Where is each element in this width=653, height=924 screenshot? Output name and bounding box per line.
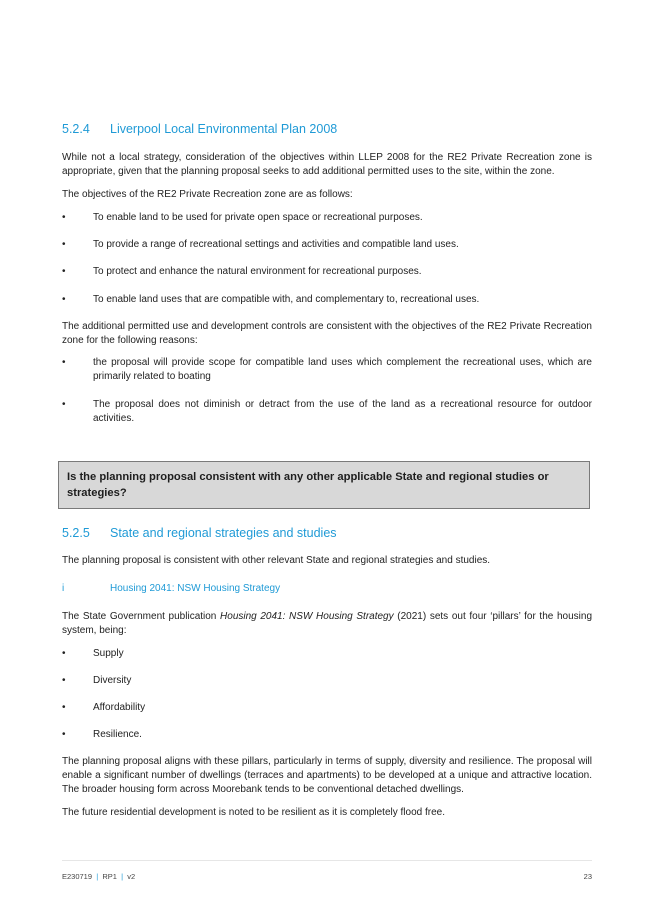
paragraph-intro-strategies: The planning proposal is consistent with other relevant State and regional strategies and studies. [62,555,491,566]
subheading-number: i [62,583,65,594]
list-item-text: The proposal does not diminish or detract from the use of the land as a recreational resource for outdoor activities. [93,399,592,425]
publication-title: Housing 2041: NSW Housing Strategy [220,611,394,622]
list-item-text: the proposal will provide scope for compatible land uses which complement the recreational uses, which are primarily related to boating [93,357,592,383]
list-item-pillar [62,647,592,661]
bullet: • [62,212,66,223]
paragraph-consistency: The additional permitted use and development controls are consistent with the objectives of the RE2 Private Recreation zone for the following reasons: [62,321,592,347]
section-heading-5-2-5 [62,526,337,540]
section-heading-5-2-4 [62,122,337,136]
subheading-title: Housing 2041: NSW Housing Strategy [110,583,281,594]
subheading-housing-2041 [62,583,280,594]
list-item-pillar [62,701,592,715]
section-number: 5.2.5 [62,526,90,540]
footer-separator: | [96,872,99,881]
pillars-text-post: (2021) sets out four ‘pillars’ for the housing system, being: [62,611,593,637]
list-item-pillar [62,728,592,742]
list-item-objective [62,265,592,279]
section-number: 5.2.4 [62,122,90,136]
paragraph-objectives-lead: The objectives of the RE2 Private Recreation zone are as follows: [62,189,353,200]
footer-doc-id: E230719 [62,872,93,881]
list-item-text: To enable land to be used for private open space or recreational purposes. [93,212,423,223]
list-item-objective [62,211,592,225]
bullet: • [62,702,66,713]
list-item-objective [62,293,592,307]
pillars-text-pre: The State Government publication [62,611,221,622]
list-item-text: To protect and enhance the natural environment for recreational purposes. [93,266,422,277]
list-item-text: To enable land uses that are compatible with, and complementary to, recreational uses. [93,294,480,305]
callout-question-text: Is the planning proposal consistent with any other applicable State and regional studies or strategies? [67,471,549,499]
footer-divider [62,860,592,861]
bullet: • [62,266,66,277]
footer-report: RP1 [102,872,117,881]
list-item-text: Affordability [93,702,146,713]
footer-version: v2 [127,872,136,881]
list-item-reason [62,398,592,426]
list-item-pillar [62,674,592,688]
bullet: • [62,294,66,305]
section-title: Liverpool Local Environmental Plan 2008 [110,122,338,136]
paragraph-pillars-intro [62,610,592,638]
paragraph-alignment: The planning proposal aligns with these pillars, particularly in terms of supply, diversity and resilience. The proposal will enable a significant number of dwellings (terraces and apartments) to be developed at a unique and attractive location. The broader housing form across Moorebank tends to be conventional detached dwellings. [62,756,592,796]
bullet: • [62,648,66,659]
list-item-text: Resilience. [93,729,142,740]
list-item-text: Supply [93,648,124,659]
paragraph-flood-free: The future residential development is noted to be resilient as it is completely flood free. [62,807,445,818]
list-item-reason [62,356,592,384]
bullet: • [62,729,66,740]
paragraph-intro-llep: While not a local strategy, consideration of the objectives within LLEP 2008 for the RE2 Private Recreation zone is appropriate, given that the planning proposal seeks to add additional permitted uses to the site, within the zone. [62,152,592,178]
footer-separator: | [121,872,124,881]
callout-question-box [58,461,590,509]
bullet: • [62,357,66,368]
bullet: • [62,399,66,410]
bullet: • [62,675,66,686]
footer-document-ref [62,872,135,881]
bullet: • [62,239,66,250]
page-number: 23 [583,872,592,881]
section-title: State and regional strategies and studies [110,526,337,540]
list-item-text: To provide a range of recreational settings and activities and compatible land uses. [93,239,459,250]
list-item-objective [62,238,592,252]
list-item-text: Diversity [93,675,132,686]
